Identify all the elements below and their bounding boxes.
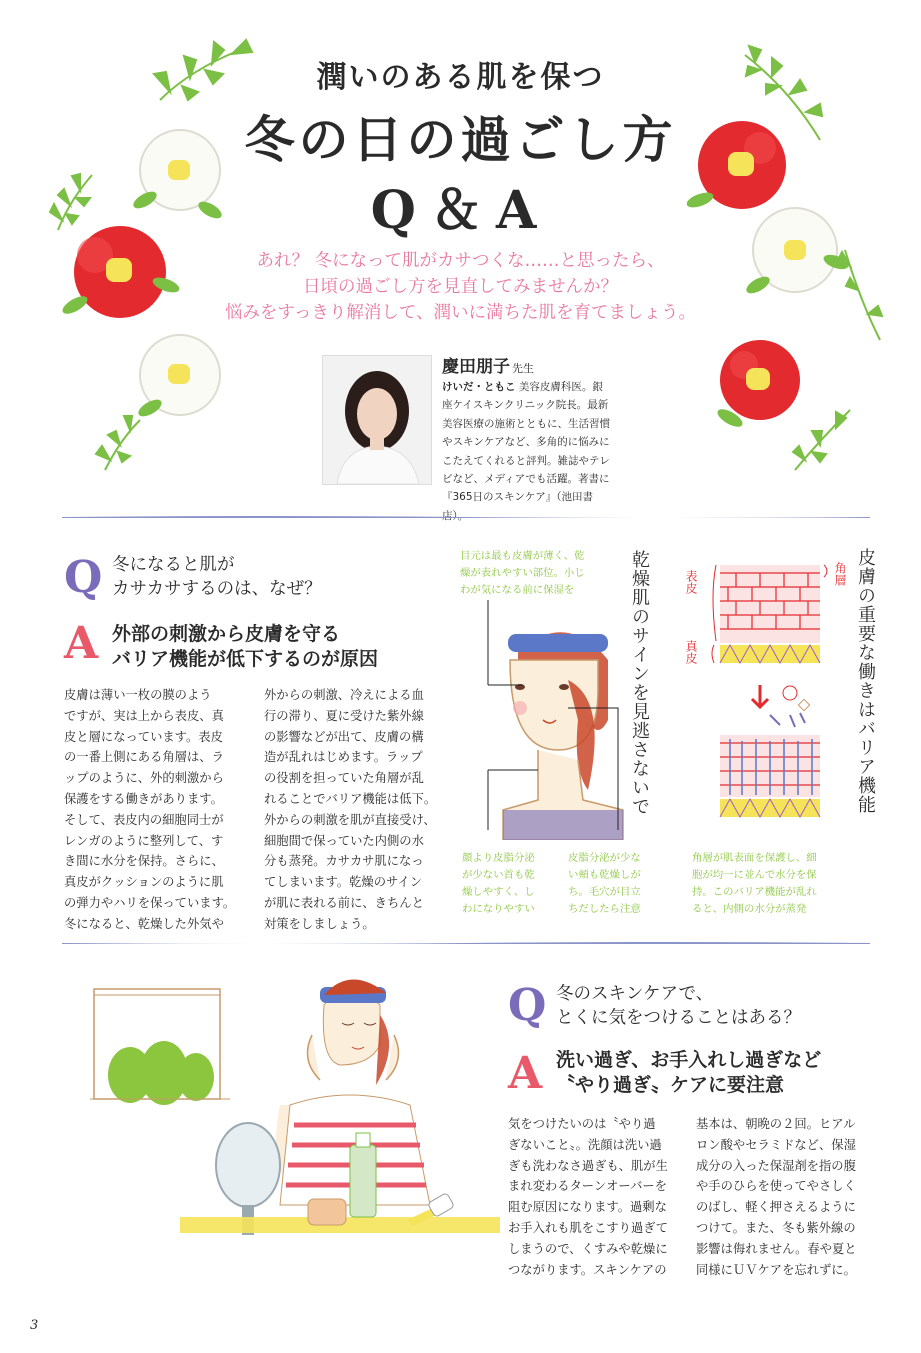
note-line: 目元は最も皮膚が薄く、乾 xyxy=(460,550,585,562)
lead-text xyxy=(0,248,921,326)
body-line: 基本は、朝晩の２回。ヒアル xyxy=(696,1117,856,1131)
body-line: 気をつけたいのは〝やり過 xyxy=(508,1117,656,1131)
question-line: とくに気をつけることはある？ xyxy=(556,1008,801,1028)
note-eye xyxy=(460,548,630,599)
article-body-left-1 xyxy=(64,685,244,935)
note-line: ち。毛穴が目立 xyxy=(568,886,641,898)
note-line: 角層が肌表面を保護し、細 xyxy=(692,852,817,864)
answer-line: 洗い過ぎ、お手入れし過ぎなど xyxy=(556,1049,822,1071)
body-line: 分も蒸発。カサカサ肌になっ xyxy=(264,854,424,869)
body-line: 同様にＵＶケアを忘れずに。 xyxy=(696,1262,856,1277)
body-line: 対策をしましょう。 xyxy=(264,916,375,931)
bio-line: 『365日のスキンケア』（池田書店）。 xyxy=(442,491,593,522)
note-line: ちだしたら注意 xyxy=(568,903,641,915)
note-line: 持。このバリア機能が乱れ xyxy=(692,886,817,898)
question-2 xyxy=(556,982,801,1030)
body-line: ですが、実は上から表皮、真 xyxy=(64,708,224,723)
body-line: ぎないこと〟。洗顔は洗い過 xyxy=(508,1137,662,1152)
body-line: 皮と層になっています。表皮 xyxy=(64,729,223,744)
body-line: しまうので、くすみや乾燥に xyxy=(508,1241,668,1256)
page-title-qa: Q＆A xyxy=(370,180,551,241)
a-mark: A xyxy=(64,618,99,669)
subtitle: 潤いのある肌を保つ xyxy=(316,60,605,95)
answer-line: 〝やり過ぎ〟ケアに要注意 xyxy=(556,1074,785,1096)
body-line: 皮膚は薄い一枚の膜のよう xyxy=(64,688,212,702)
note-barrier xyxy=(692,850,852,918)
note-line: 顔より皮脂分泌 xyxy=(462,852,535,864)
body-line: のばし、軽く押さえるように xyxy=(696,1200,856,1215)
body-line: 成分の入った保湿剤を指の腹 xyxy=(696,1158,856,1173)
body-line: つながります。スキンケアの xyxy=(508,1262,667,1277)
body-line: の役割を担っていた角層が乱 xyxy=(264,771,424,786)
q-mark: Q xyxy=(64,552,103,603)
answer-1 xyxy=(112,622,378,672)
question-line: 冬になると肌が xyxy=(112,555,235,575)
bio-line: 美容医療の施術とともに、生活習慣 xyxy=(442,417,610,430)
label-kakuso: 角層 xyxy=(833,562,847,586)
lead-line: あれ？ 冬になって肌がカサつくな……と思ったら、 xyxy=(256,251,665,271)
question-line: カサカサするのは、なぜ？ xyxy=(112,579,322,599)
body-line: ロン酸やセラミドなど、保湿 xyxy=(696,1137,856,1152)
note-line: 燥が表れやすい部位。小じ xyxy=(460,567,585,579)
white-camellia xyxy=(136,335,220,420)
q-mark: Q xyxy=(508,980,547,1031)
body-line: 造が乱れはじめます。ラップ xyxy=(264,750,423,765)
vertical-heading-barrier: 皮膚の重要な働きはバリア機能 xyxy=(855,548,876,814)
doctor-photo xyxy=(322,355,432,485)
plant xyxy=(108,1041,214,1105)
note-line: が少ない首も乾 xyxy=(462,869,535,881)
body-line: が肌に表れる前に、きちんと xyxy=(264,895,424,910)
bio-line xyxy=(442,378,614,396)
face-illustration xyxy=(458,600,628,840)
body-line: てしまいます。乾燥のサイン xyxy=(264,875,423,890)
body-line: の影響などが出て、皮膚の構 xyxy=(264,729,424,744)
body-line: 外からの刺激を肌が直接受け、 xyxy=(264,812,436,827)
body-line: 冬になると、乾燥した外気や xyxy=(64,916,224,931)
leaf-sprig xyxy=(793,410,850,470)
body-line: や手のひらを使ってやさしく xyxy=(696,1179,856,1194)
lead-line: 日頃の過ごし方を見直してみませんか？ xyxy=(303,277,618,297)
a-mark: A xyxy=(508,1048,543,1099)
body-line: 行の滞り、夏に受けた紫外線 xyxy=(264,708,424,723)
body-line: 影響は侮れません。春や夏と xyxy=(696,1241,857,1256)
body-line: 細胞間で保っていた内側の水 xyxy=(264,833,424,848)
brick-layers xyxy=(712,565,827,663)
article-body-right-2 xyxy=(696,1114,876,1280)
bio-text: 美容皮膚科医。銀 xyxy=(515,381,603,393)
leaf-sprig xyxy=(96,416,140,470)
note-line: 胞が均一に並んで水分を保 xyxy=(692,869,817,881)
note-line: 皮脂分泌が少な xyxy=(568,852,641,864)
body-line: ぎも洗わなさ過ぎも、肌が生 xyxy=(508,1158,668,1173)
body-line: つけて。また、冬も紫外線の xyxy=(696,1220,856,1235)
doctor-honorific: 先生 xyxy=(512,362,534,375)
label-hyohi: 表皮 xyxy=(684,570,698,594)
page-title: 冬の日の過ごし方 xyxy=(244,110,677,169)
label-shinpi: 真皮 xyxy=(684,640,698,664)
body-line: まれ変わるターンオーバーを xyxy=(508,1179,667,1194)
body-line: 阻む原因になります。過剰な xyxy=(508,1200,667,1215)
body-line: の一番上側にある角層は、ラ xyxy=(64,750,224,765)
lead-line: 悩みをすっきり解消して、潤いに満ちた肌を育てましょう。 xyxy=(224,303,697,323)
note-cheek xyxy=(568,850,668,918)
barrier-arrows xyxy=(752,685,810,727)
answer-line: バリア機能が低下するのが原因 xyxy=(112,648,379,670)
body-line: レンガのように整列して、す xyxy=(64,833,224,848)
note-neck xyxy=(462,850,562,918)
section-divider xyxy=(62,942,870,944)
body-line: き間に水分を保持。さらに、 xyxy=(64,854,224,869)
note-line: わになりやすい xyxy=(462,903,535,915)
note-line: い頬も乾燥しが xyxy=(568,869,641,881)
skincare-illustration xyxy=(80,965,500,1285)
vertical-heading-dry-skin: 乾燥肌のサインを見逃さないで xyxy=(629,550,650,816)
body-line: 外からの刺激、冷えによる血 xyxy=(264,688,424,702)
skin-layer-diagram xyxy=(700,555,840,845)
answer-2 xyxy=(556,1048,821,1098)
body-line: そして、表皮内の細胞同士が xyxy=(64,812,224,827)
question-line: 冬のスキンケアで、 xyxy=(556,984,714,1004)
doctor-name-text: 慶田朋子 xyxy=(442,357,510,377)
section-divider xyxy=(62,516,870,518)
doctor-name xyxy=(442,352,534,377)
damaged-layers xyxy=(720,735,820,817)
red-camellia xyxy=(715,340,800,430)
doctor-bio xyxy=(442,378,614,525)
body-line: の弾力やハリを保っています。 xyxy=(64,895,236,910)
note-line: わが気になる前に保湿を xyxy=(460,584,575,596)
body-line: れることでバリア機能は低下。 xyxy=(264,791,437,806)
body-line: 保護をする働きがあります。 xyxy=(64,791,223,806)
question-1 xyxy=(112,553,322,601)
doctor-reading: けいだ・ともこ xyxy=(442,381,516,393)
note-line: 燥しやすく、し xyxy=(462,886,535,898)
body-line: お手入れも肌をこすり過ぎて xyxy=(508,1220,668,1235)
bio-line: やスキンケアなど、多角的に悩みに xyxy=(442,436,610,449)
bio-line: こたえてくれると評判。雑誌やテレ xyxy=(442,454,610,467)
body-line: ップのように、外的刺激から xyxy=(64,771,224,786)
bio-line: ビなど、メディアでも活躍。著書に xyxy=(442,473,610,486)
doctor-portrait xyxy=(323,356,431,484)
note-line: ると、内側の水分が蒸発 xyxy=(692,903,807,915)
bio-line: 座ケイスキンクリニック院長。最新 xyxy=(442,399,609,412)
body-line: 真皮がクッションのように肌 xyxy=(64,875,224,890)
article-body-left-2 xyxy=(508,1114,680,1280)
article-body-right-1 xyxy=(264,685,444,935)
answer-line: 外部の刺激から皮膚を守る xyxy=(112,623,341,645)
page-number: 3 xyxy=(30,1318,39,1333)
